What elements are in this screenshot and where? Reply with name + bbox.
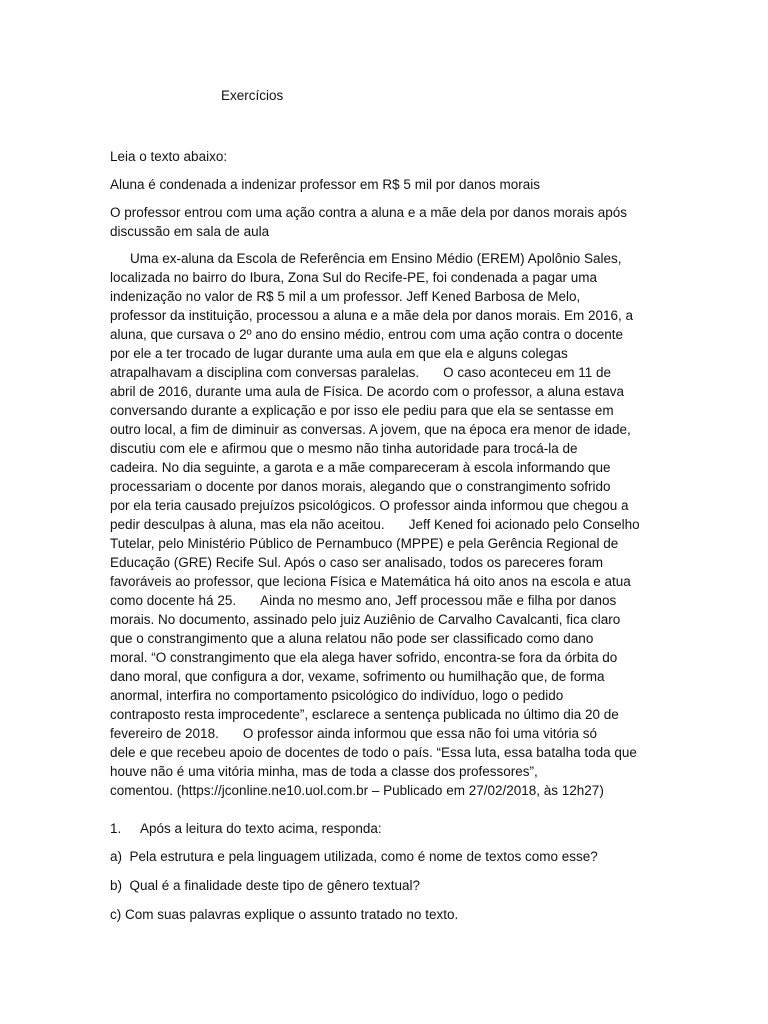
- question-c: [110, 905, 458, 924]
- body-line: pedir desculpas à aluna, mas ela não aceitou. Jeff Kened foi acionado pelo Conselho: [110, 517, 640, 532]
- body-line: favoráveis ao professor, que leciona Física e Matemática há oito anos na escola e atua: [110, 574, 631, 589]
- question-text: Com suas palavras explique o assunto tratado no texto.: [125, 907, 459, 922]
- document-title: Exercícios: [221, 88, 284, 103]
- body-line: conversando durante a explicação e por isso ele pediu para que ela se sentasse em: [110, 403, 614, 418]
- body-line: dano moral, que configura a dor, vexame, sofrimento ou humilhação que, de forma: [110, 669, 605, 684]
- body-line: contraposto resta improcedente”, esclarece a sentença publicada no último dia 20 de: [110, 707, 619, 722]
- question-a: [110, 847, 598, 866]
- article-subheadline: [110, 203, 658, 241]
- body-line: que o constrangimento que a aluna relatou não pode ser classificado como dano: [110, 631, 594, 646]
- body-line: localizada no bairro do Ibura, Zona Sul do Recife-PE, foi condenada a pagar uma: [110, 270, 598, 285]
- body-line: morais. No documento, assinado pelo juiz Auziênio de Carvalho Cavalcanti, fica claro: [110, 612, 621, 627]
- body-line: atrapalhavam a disciplina com conversas paralelas. O caso aconteceu em 11 de: [110, 365, 612, 380]
- body-line: discutiu com ele e afirmou que o mesmo não tinha autoridade para trocá-la de: [110, 441, 578, 456]
- article-headline: Aluna é condenada a indenizar professor em R$ 5 mil por danos morais: [110, 177, 540, 192]
- body-line: comentou. (https://jconline.ne10.uol.com.br – Publicado em 27/02/2018, às 12h27): [110, 783, 604, 798]
- body-line: por ela teria causado prejuízos psicológicos. O professor ainda informou que chegou a: [110, 498, 629, 513]
- body-line: por ele a ter trocado de lugar durante uma aula em que ela e alguns colegas: [110, 346, 568, 361]
- subheadline-line: discussão em sala de aula: [110, 224, 270, 239]
- body-line: outro local, a fim de diminuir as conversas. A jovem, que na época era menor de idade,: [110, 422, 631, 437]
- question-text: Após a leitura do texto acima, responda:: [140, 821, 382, 836]
- body-line: processariam o docente por danos morais, alegando que o constrangimento sofrido: [110, 479, 611, 494]
- body-line: fevereiro de 2018. O professor ainda informou que essa não foi uma vitória só: [110, 726, 598, 741]
- body-line: houve não é uma vitória minha, mas de toda a classe dos professores”,: [110, 764, 538, 779]
- question-1: [110, 819, 382, 838]
- body-line: moral. “O constrangimento que ela alega haver sofrido, encontra-se fora da órbita do: [110, 650, 618, 665]
- body-line: cadeira. No dia seguinte, a garota e a mãe compareceram à escola informando que: [110, 460, 611, 475]
- body-line: abril de 2016, durante uma aula de Física. De acordo com o professor, a aluna estava: [110, 384, 625, 399]
- body-line: Educação (GRE) Recife Sul. Após o caso ser analisado, todos os pareceres foram: [110, 555, 604, 570]
- question-label: 1.: [110, 821, 122, 836]
- intro-text: Leia o texto abaixo:: [110, 149, 228, 164]
- body-line: Tutelar, pelo Ministério Público de Pernambuco (MPPE) e pela Gerência Regional de: [110, 536, 619, 551]
- body-line: professor da instituição, processou a aluna e a mãe dela por danos morais. Em 2016, a: [110, 308, 634, 323]
- body-line: como docente há 25. Ainda no mesmo ano, Jeff processou mãe e filha por danos: [110, 593, 617, 608]
- question-label: b): [110, 878, 123, 893]
- body-line: aluna, que cursava o 2º ano do ensino médio, entrou com uma ação contra o docente: [110, 327, 624, 342]
- question-label: c): [110, 907, 122, 922]
- subheadline-line: O professor entrou com uma ação contra a aluna e a mãe dela por danos morais após: [110, 205, 628, 220]
- question-text: Pela estrutura e pela linguagem utilizada, como é nome de textos como esse?: [129, 849, 598, 864]
- article-body: [110, 249, 658, 800]
- question-label: a): [110, 849, 123, 864]
- body-line: indenização no valor de R$ 5 mil a um professor. Jeff Kened Barbosa de Melo,: [110, 289, 581, 304]
- question-text: Qual é a finalidade deste tipo de gênero textual?: [129, 878, 420, 893]
- body-line: dele e que recebeu apoio de docentes de todo o país. “Essa luta, essa batalha toda que: [110, 745, 637, 760]
- question-b: [110, 876, 420, 895]
- body-line: Uma ex-aluna da Escola de Referência em Ensino Médio (EREM) Apolônio Sales,: [130, 251, 622, 266]
- body-line: anormal, interfira no comportamento psicológico do indivíduo, logo o pedido: [110, 688, 564, 703]
